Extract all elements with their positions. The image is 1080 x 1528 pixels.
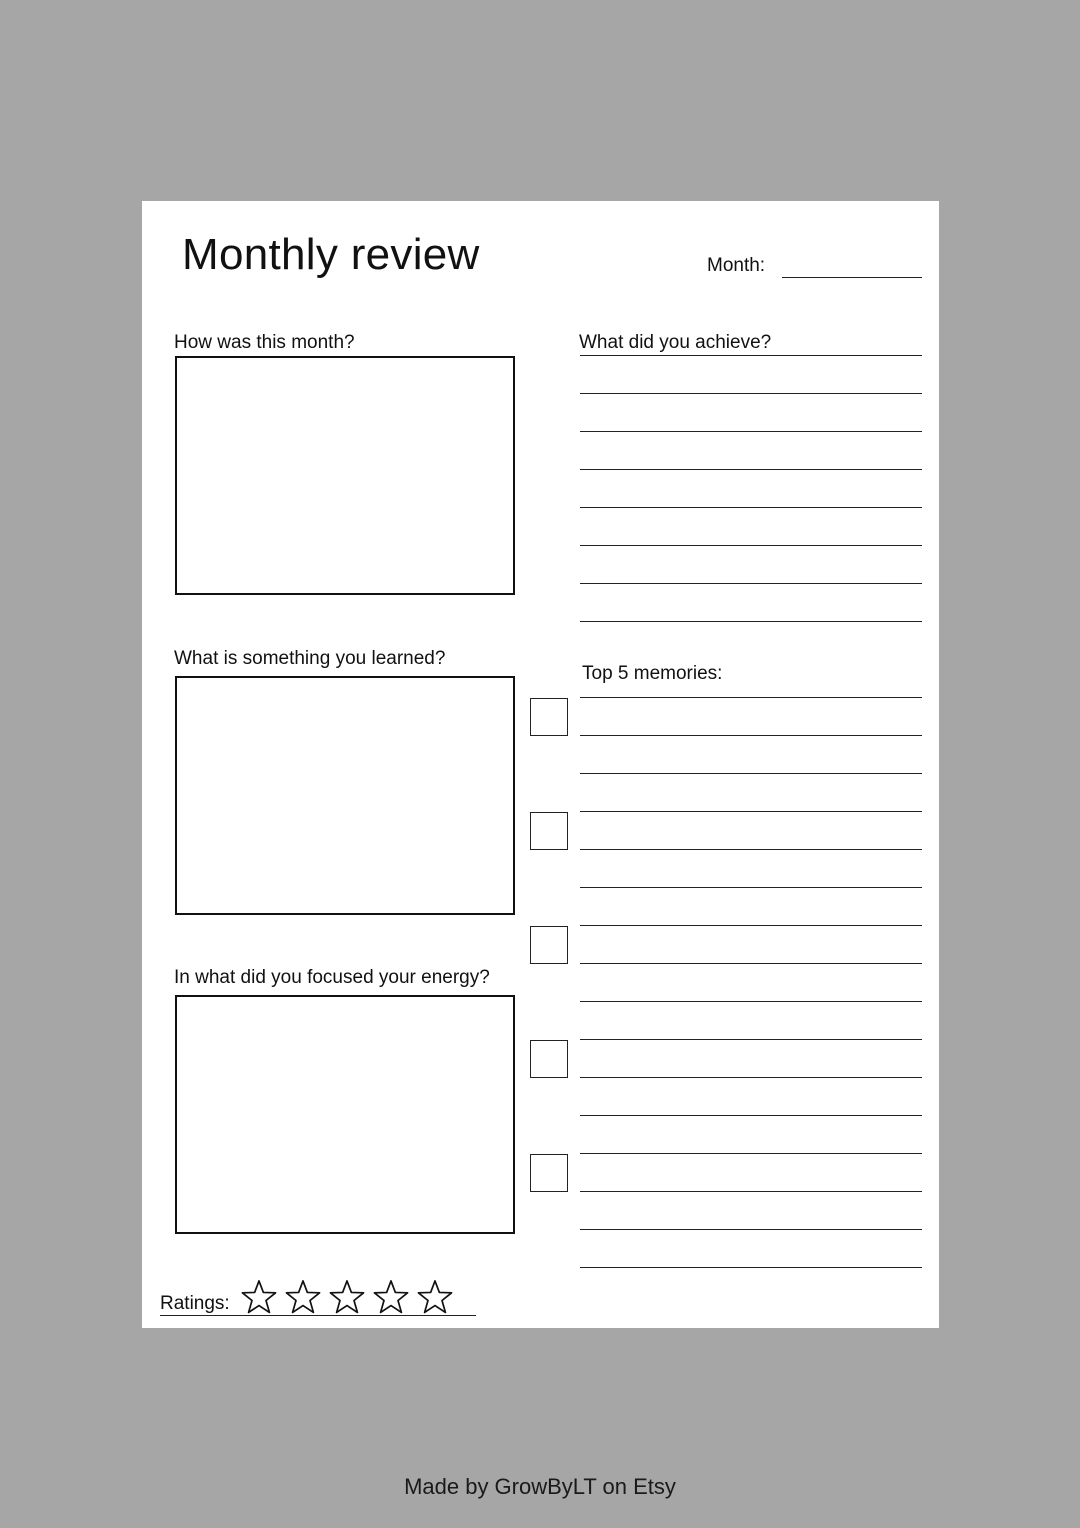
- planner-sheet: [142, 201, 939, 1328]
- achieve-label: What did you achieve?: [579, 332, 772, 353]
- memory-line[interactable]: [580, 1001, 922, 1002]
- footer-credit: Made by GrowByLT on Etsy: [404, 1474, 676, 1499]
- answer-box-month[interactable]: [175, 356, 515, 595]
- memory-line[interactable]: [580, 1077, 922, 1078]
- star-icon-2[interactable]: [284, 1279, 322, 1315]
- memory-line[interactable]: [580, 1115, 922, 1116]
- page-title: Monthly review: [182, 230, 480, 279]
- memory-line[interactable]: [580, 963, 922, 964]
- memory-line[interactable]: [580, 887, 922, 888]
- memory-line[interactable]: [580, 1153, 922, 1154]
- memory-line[interactable]: [580, 1039, 922, 1040]
- star-rating[interactable]: [240, 1279, 454, 1315]
- memory-checkbox-4[interactable]: [530, 1040, 568, 1078]
- achieve-line[interactable]: [580, 393, 922, 394]
- achieve-line[interactable]: [580, 545, 922, 546]
- star-icon-1[interactable]: [240, 1279, 278, 1315]
- memory-line[interactable]: [580, 697, 922, 698]
- memory-line[interactable]: [580, 849, 922, 850]
- memory-checkbox-5[interactable]: [530, 1154, 568, 1192]
- question-label-learned: What is something you learned?: [174, 648, 446, 669]
- ratings-underline: [160, 1315, 476, 1316]
- ratings-label: Ratings:: [160, 1293, 230, 1314]
- memory-line[interactable]: [580, 925, 922, 926]
- achieve-line[interactable]: [580, 507, 922, 508]
- question-label-month: How was this month?: [174, 332, 355, 353]
- achieve-line[interactable]: [580, 355, 922, 356]
- memory-line[interactable]: [580, 773, 922, 774]
- memory-line[interactable]: [580, 1229, 922, 1230]
- star-icon-3[interactable]: [328, 1279, 366, 1315]
- answer-box-learned[interactable]: [175, 676, 515, 915]
- achieve-line[interactable]: [580, 583, 922, 584]
- star-icon-4[interactable]: [372, 1279, 410, 1315]
- star-icon-5[interactable]: [416, 1279, 454, 1315]
- question-label-energy: In what did you focused your energy?: [174, 967, 490, 988]
- memory-line[interactable]: [580, 1191, 922, 1192]
- achieve-line[interactable]: [580, 431, 922, 432]
- memory-checkbox-3[interactable]: [530, 926, 568, 964]
- memory-line[interactable]: [580, 811, 922, 812]
- memory-checkbox-1[interactable]: [530, 698, 568, 736]
- memory-line[interactable]: [580, 735, 922, 736]
- memory-line[interactable]: [580, 1267, 922, 1268]
- memory-checkbox-2[interactable]: [530, 812, 568, 850]
- month-label: Month:: [707, 255, 766, 276]
- memories-label: Top 5 memories:: [582, 663, 723, 684]
- achieve-line[interactable]: [580, 621, 922, 622]
- answer-box-energy[interactable]: [175, 995, 515, 1234]
- month-field-line[interactable]: [782, 277, 922, 278]
- achieve-line[interactable]: [580, 469, 922, 470]
